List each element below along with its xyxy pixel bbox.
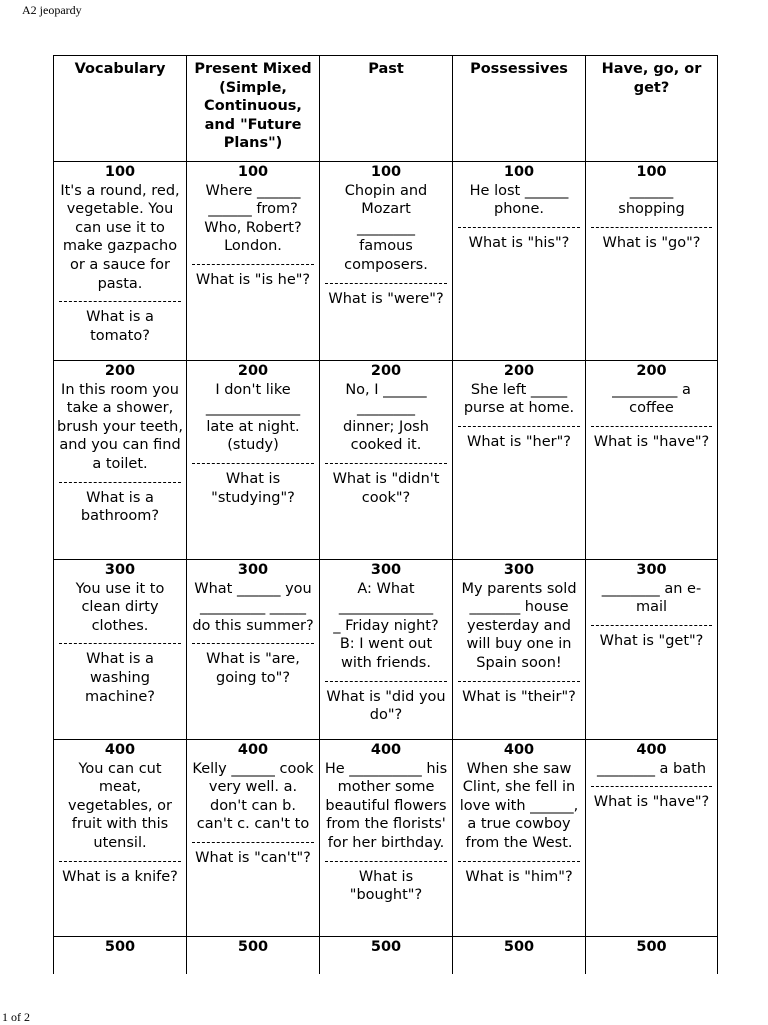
- divider: [192, 264, 314, 265]
- divider: [458, 681, 580, 682]
- clue-text: Kelly ______ cook very well. a. don't can b. can't c. can't to: [192, 760, 314, 833]
- points-label: 100: [636, 164, 667, 180]
- column-header-possessives: Possessives: [453, 56, 586, 162]
- answer-text: What is "is he"?: [195, 271, 311, 288]
- answer-text: What is "studying"?: [211, 470, 295, 506]
- divider: [591, 786, 712, 787]
- cell-have-go-get-200: [586, 361, 718, 560]
- divider: [591, 625, 712, 626]
- answer-text: What is "didn't cook"?: [332, 470, 440, 506]
- divider: [458, 227, 580, 228]
- divider: [192, 463, 314, 464]
- points-label: 200: [370, 363, 402, 379]
- points-label: 400: [636, 742, 667, 758]
- points-label: 500: [636, 939, 667, 955]
- cell-past-200: [320, 361, 453, 560]
- points-label: 400: [370, 742, 402, 758]
- answer-text: What is "were"?: [328, 290, 444, 307]
- points-label: 300: [503, 562, 535, 578]
- answer-text: What is "are, going to"?: [206, 651, 300, 686]
- divider: [591, 227, 712, 228]
- table-row: [54, 740, 718, 937]
- points-label: 400: [104, 742, 136, 758]
- points-label: 100: [503, 164, 535, 180]
- clue-text: Chopin and Mozart ________ famous composers.: [344, 182, 428, 273]
- points-label: 400: [503, 742, 535, 758]
- header-row: [54, 56, 718, 162]
- answer-text: What is "get"?: [599, 632, 704, 649]
- divider: [192, 643, 314, 644]
- answer-text: What is "her"?: [466, 433, 571, 450]
- points-label: 500: [104, 939, 136, 955]
- answer-text: What is a tomato?: [86, 309, 154, 344]
- cell-present-500: [187, 937, 320, 975]
- cell-have-go-get-300: [586, 560, 718, 740]
- answer-text: What is "bought"?: [349, 868, 423, 904]
- answer-text: What is "their"?: [462, 688, 576, 705]
- page-footer: 1 of 2: [2, 1010, 30, 1024]
- cell-present-400: [187, 740, 320, 937]
- table-row: [54, 361, 718, 560]
- column-header-vocabulary: Vocabulary: [54, 56, 187, 162]
- clue-text: Where ______ ______ from? Who, Robert? London.: [204, 182, 302, 255]
- answer-text: What is "him"?: [465, 868, 573, 885]
- divider: [59, 482, 181, 483]
- cell-possessives-100: [453, 162, 586, 361]
- clue-text: What ______ you _________ _____ do this summer?: [192, 580, 314, 634]
- points-label: 200: [636, 363, 667, 379]
- answer-text: What is "have"?: [593, 794, 710, 811]
- cell-past-100: [320, 162, 453, 361]
- answer-text: What is a knife?: [62, 868, 178, 885]
- clue-text: A: What _____________ _ Friday night? B: I went out with friends.: [333, 580, 439, 671]
- cell-vocabulary-400: [54, 740, 187, 937]
- cell-present-300: [187, 560, 320, 740]
- answer-text: What is a bathroom?: [80, 489, 160, 525]
- column-header-present-mixed: Present Mixed (Simple, Continuous, and "Future Plans"): [187, 56, 320, 162]
- points-label: 200: [104, 363, 136, 379]
- cell-possessives-400: [453, 740, 586, 937]
- clue-text: ______ shopping: [618, 182, 685, 218]
- points-label: 100: [370, 164, 402, 180]
- points-label: 300: [370, 562, 402, 578]
- divider: [325, 283, 447, 284]
- clue-text: No, I ______ ________ dinner; Josh cooked it.: [343, 381, 429, 454]
- cell-vocabulary-200: [54, 361, 187, 560]
- clue-text: You use it to clean dirty clothes.: [75, 580, 165, 634]
- points-label: 500: [237, 939, 269, 955]
- answer-text: What is "his"?: [468, 234, 570, 251]
- clue-text: In this room you take a shower, brush your teeth, and you can find a toilet.: [57, 381, 183, 472]
- points-label: 400: [237, 742, 269, 758]
- cell-have-go-get-100: [586, 162, 718, 361]
- clue-text: ________ a bath: [596, 760, 707, 777]
- clue-text: She left _____ purse at home.: [463, 381, 575, 417]
- answer-text: What is "have"?: [593, 433, 710, 450]
- divider: [458, 426, 580, 427]
- clue-text: ________ an e-mail: [601, 580, 702, 616]
- page-header: A2 jeopardy: [22, 3, 82, 17]
- cell-present-200: [187, 361, 320, 560]
- table-row: [54, 560, 718, 740]
- cell-have-go-get-500: [586, 937, 718, 975]
- table-row: [54, 937, 718, 975]
- points-label: 300: [636, 562, 667, 578]
- answer-text: What is "did you do"?: [326, 688, 446, 724]
- cell-past-300: [320, 560, 453, 740]
- clue-text: I don't like _____________ late at night. (study): [205, 381, 301, 454]
- points-label: 500: [370, 939, 402, 955]
- divider: [59, 301, 181, 302]
- divider: [192, 842, 314, 843]
- cell-possessives-300: [453, 560, 586, 740]
- points-label: 500: [503, 939, 535, 955]
- answer-text: What is "go"?: [602, 234, 701, 251]
- points-label: 300: [104, 562, 136, 578]
- points-label: 100: [104, 164, 136, 180]
- table-row: [54, 162, 718, 361]
- cell-present-100: [187, 162, 320, 361]
- cell-possessives-500: [453, 937, 586, 975]
- clue-text: When she saw Clint, she fell in love with ______, a true cowboy from the West.: [459, 760, 579, 851]
- points-label: 300: [237, 562, 269, 578]
- cell-vocabulary-300: [54, 560, 187, 740]
- cell-vocabulary-100: [54, 162, 187, 361]
- clue-text: He lost ______ phone.: [469, 182, 569, 218]
- divider: [325, 681, 447, 682]
- divider: [59, 861, 181, 862]
- answer-text: What is "can't"?: [195, 849, 311, 866]
- points-label: 200: [503, 363, 535, 379]
- points-label: 100: [237, 164, 269, 180]
- divider: [591, 426, 712, 427]
- divider: [59, 643, 181, 644]
- divider: [458, 861, 580, 862]
- divider: [325, 861, 447, 862]
- answer-text: What is a washing machine?: [84, 651, 155, 705]
- clue-text: It's a round, red, vegetable. You can use it to make gazpacho or a sauce for pasta.: [60, 182, 180, 292]
- points-label: 200: [237, 363, 269, 379]
- clue-text: My parents sold _______ house yesterday and will buy one in Spain soon!: [461, 580, 577, 671]
- clue-text: _________ a coffee: [612, 381, 691, 417]
- cell-past-500: [320, 937, 453, 975]
- cell-have-go-get-400: [586, 740, 718, 937]
- cell-past-400: [320, 740, 453, 937]
- cell-possessives-200: [453, 361, 586, 560]
- column-header-past: Past: [320, 56, 453, 162]
- cell-vocabulary-500: [54, 937, 187, 975]
- jeopardy-board: [53, 55, 718, 974]
- clue-text: You can cut meat, vegetables, or fruit with this utensil.: [68, 760, 172, 851]
- divider: [325, 463, 447, 464]
- clue-text: He __________ his mother some beautiful flowers from the florists' for her birthday.: [324, 760, 448, 851]
- column-header-have-go-get: Have, go, or get?: [586, 56, 718, 162]
